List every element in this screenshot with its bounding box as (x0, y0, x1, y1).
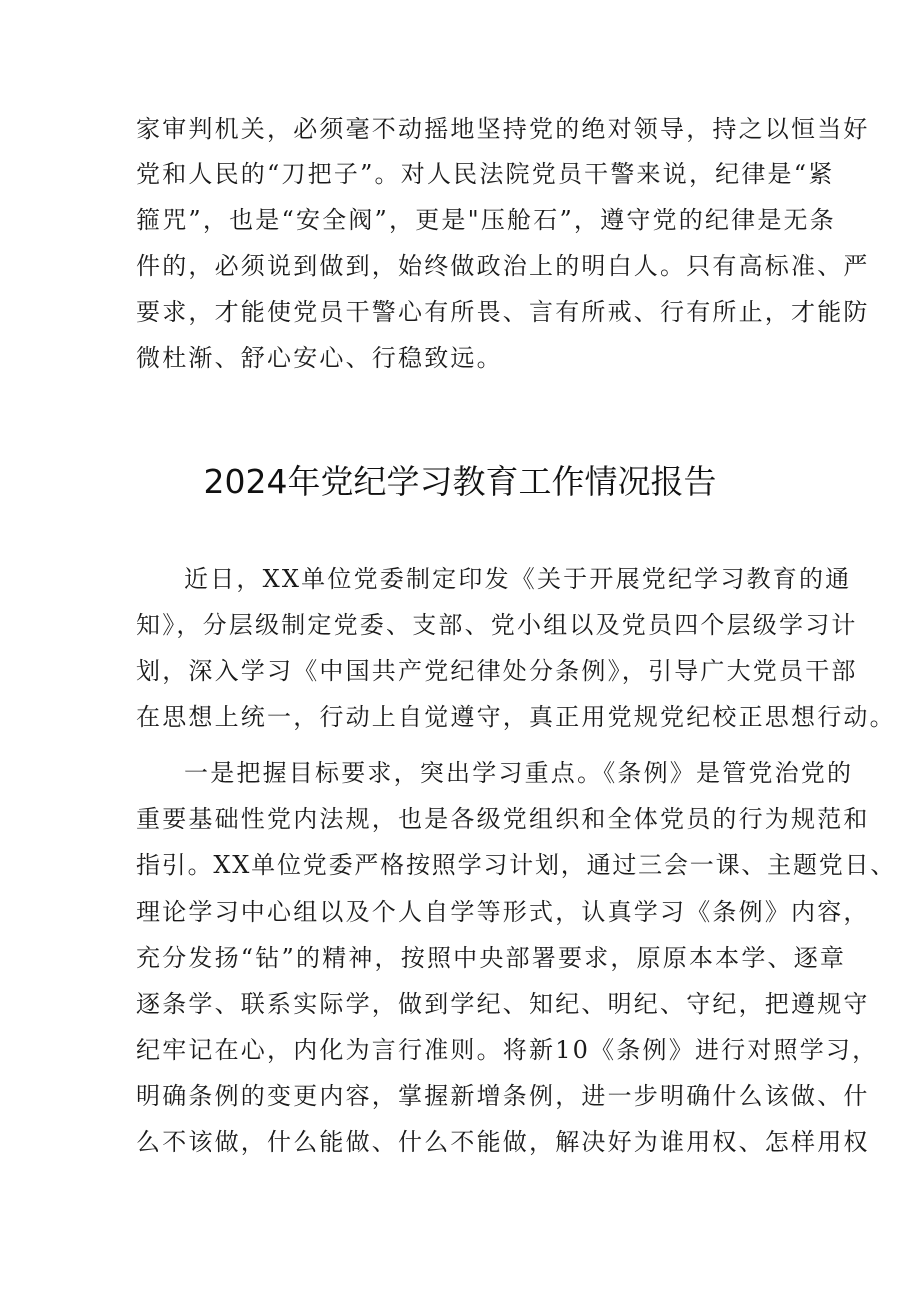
text-line: 箍咒”，也是“安全阀”，更是"压舱石”，遵守党的纪律是无条 (136, 206, 836, 234)
text-line: 要求，才能使党员干警心有所畏、言有所戒、行有所止，才能防 (136, 298, 870, 326)
text-line: 件的，必须说到做到，始终做政治上的明白人。只有高标准、严 (136, 252, 870, 280)
text-line: 逐条学、联系实际学，做到学纪、知纪、明纪、守纪，把遵规守 (136, 990, 870, 1018)
document-title: 2024年党纪学习教育工作情况报告 (203, 462, 717, 501)
text-line: 明确条例的变更内容，掌握新增条例，进一步明确什么该做、什 (136, 1082, 870, 1110)
text-line: 在思想上统一，行动上自觉遵守，真正用党规党纪校正思想行动。 (136, 703, 896, 731)
text-line: 理论学习中心组以及个人自学等形式，认真学习《条例》内容， (136, 898, 870, 926)
text-line: 一是把握目标要求，突出学习重点。《条例》是管党治党的 (184, 759, 854, 787)
text-line: 重要基础性党内法规，也是各级党组织和全体党员的行为规范和 (136, 805, 870, 833)
text-line: 微杜渐、舒心安心、行稳致远。 (136, 344, 503, 372)
text-line: 么不该做，什么能做、什么不能做，解决好为谁用权、怎样用权 (136, 1128, 870, 1156)
text-line: 知》，分层级制定党委、支部、党小组以及党员四个层级学习计 (136, 611, 858, 639)
text-line: 近日，XX单位党委制定印发《关于开展党纪学习教育的通 (184, 565, 852, 593)
text-line: 家审判机关，必须毫不动摇地坚持党的绝对领导，持之以恒当好 (136, 115, 870, 143)
text-line: 指引。XX单位党委严格按照学习计划，通过三会一课、主题党日、 (136, 851, 897, 879)
text-line: 党和人民的“刀把子”。对人民法院党员干警来说，纪律是“紧 (136, 160, 835, 188)
text-line: 充分发扬“钻”的精神，按照中央部署要求，原原本本学、逐章 (136, 944, 847, 972)
text-line: 纪牢记在心，内化为言行准则。将新10《条例》进行对照学习， (136, 1036, 879, 1064)
text-line: 划，深入学习《中国共产党纪律处分条例》，引导广大党员干部 (136, 657, 858, 685)
